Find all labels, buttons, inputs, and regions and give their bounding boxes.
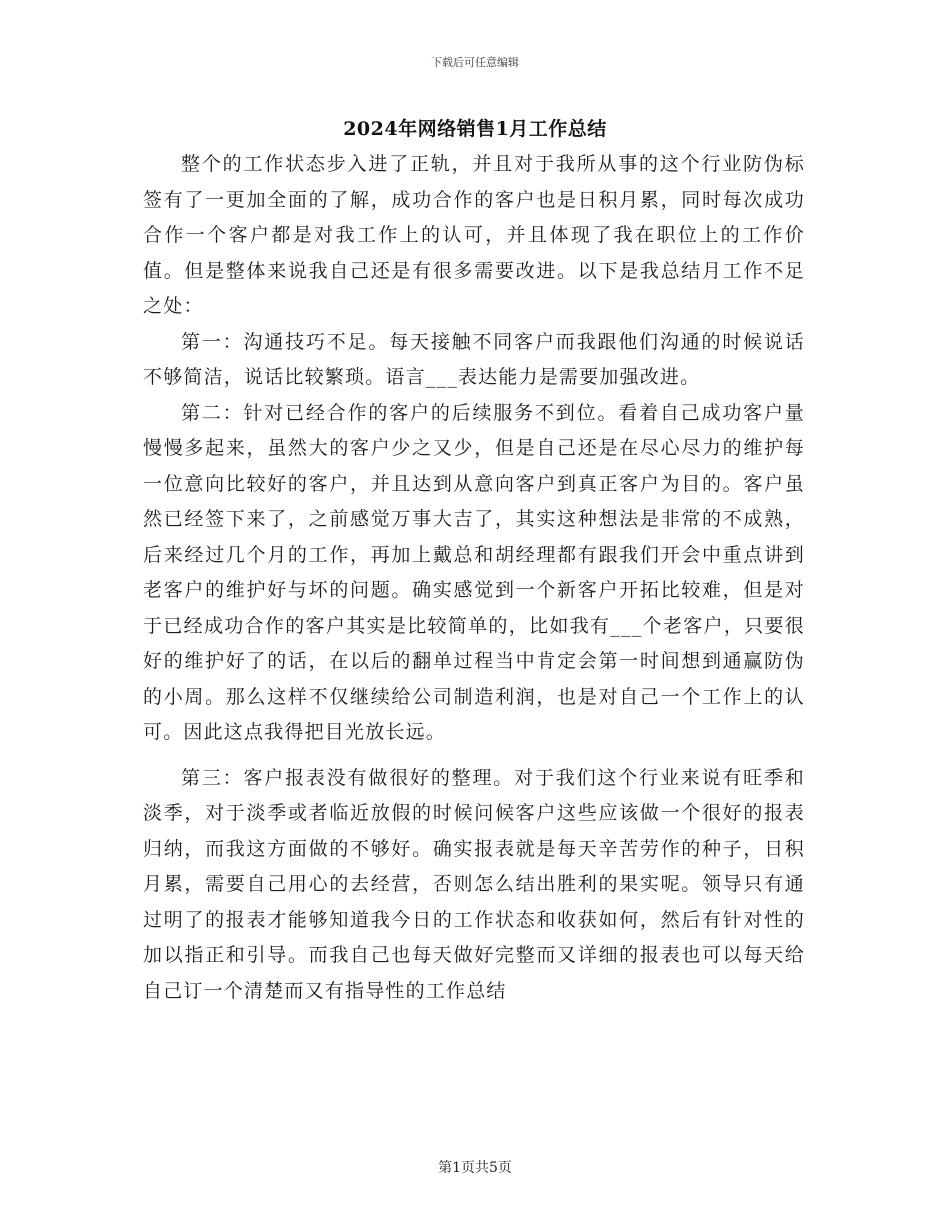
document-title: 2024年网络销售1月工作总结 [343,118,607,140]
paragraph-intro: 整个的工作状态步入进了正轨，并且对于我所从事的这个行业防伪标签有了一更加全面的了解，成功合作的客户也是日积月累，同时每次成功合作一个客户都是对我工作上的认可，并且体现了我在职位上的工作价值。但是整体来说我自己还是有很多需要改进。以下是我总结月工作不足之处： [143,153,805,317]
paragraph-point-two: 第二：针对已经合作的客户的后续服务不到位。看着自己成功客户量慢慢多起来，虽然大的客户少之又少，但是自己还是在尽心尽力的维护每一位意向比较好的客户，并且达到从意向客户到真正客户为目的。客户虽然已经签下来了，之前感觉万事大吉了，其实这种想法是非常的不成熟，后来经过几个月的工作，再加上戴总和胡经理都有跟我们开会中重点讲到老客户的维护好与坏的问题。确实感觉到一个新客户开拓比较难，但是对于已经成功合作的客户其实是比较简单的，比如我有___个老客户，只要很好的维护好了的话，在以后的翻单过程当中肯定会第一时间想到通赢防伪的小周。那么这样不仅继续给公司制造利润，也是对自己一个工作上的认可。因此这点我得把目光放长远。 [143,401,805,743]
page-number: 第1页共5页 [438,1160,512,1176]
paragraph-point-one: 第一：沟通技巧不足。每天接触不同客户而我跟他们沟通的时候说话不够简洁，说话比较繁琐。语言___表达能力是需要加强改进。 [143,330,805,388]
page-header-note: 下载后可任意编辑 [431,56,519,69]
document-body [143,147,805,1009]
paragraph-point-three: 第三：客户报表没有做很好的整理。对于我们这个行业来说有旺季和淡季，对于淡季或者临近放假的时候问候客户这些应该做一个很好的报表归纳，而我这方面做的不够好。确实报表就是每天辛苦劳作的种子，日积月累，需要自己用心的去经营，否则怎么结出胜利的果实呢。领导只有通过明了的报表才能够知道我今日的工作状态和收获如何，然后有针对性的加以指正和引导。而我自己也每天做好完整而又详细的报表也可以每天给自己订一个清楚而又有指导性的工作总结 [143,766,805,1002]
